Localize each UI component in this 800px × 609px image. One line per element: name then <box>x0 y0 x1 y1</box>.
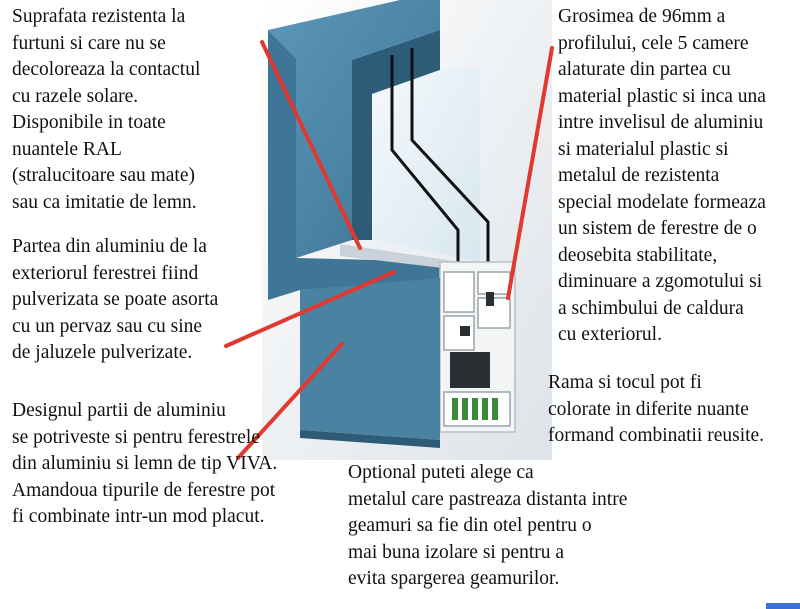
annotation-design: Designul partii de aluminiu se potriveste si pentru ferestrele din aluminiu si lemn de tip VIVA. Amandoua tipurile de ferestre pot fi combinate intr-un mod placut. <box>12 400 278 527</box>
annotation-optional-steel: Optional puteti alege ca metalul care pastreaza distanta intre geamuri sa fie din otel pentru o mai buna izolare si pentru a evita spargerea geamurilor. <box>348 462 628 589</box>
pvc-profile <box>440 262 515 432</box>
corner-tab <box>766 603 800 609</box>
annotation-thickness: Grosimea de 96mm a profilului, cele 5 camere alaturate din partea cu material plastic si inca una intre invelisul de aluminiu si materialul plastic si metalul de rezistenta special modelate formeaza un sistem de ferestre de o deosebita stabilitate, diminuare a zgomotului si a schimbului de caldura cu exteriorul. <box>558 6 766 345</box>
annotation-frame-color: Rama si tocul pot fi colorate in diferite nuante formand combinatii reusite. <box>548 372 765 446</box>
annotation-surface: Suprafata rezistenta la furtuni si care nu se decoloreaza la contactul cu razele solare. Disponibile in toate nuantele RAL (stralucitoare sau mate) sau ca imitatie de lemn. <box>12 6 201 213</box>
annotation-aluminium-exterior: Partea din aluminiu de la exteriorul ferestrei fiind pulverizata se poate asorta cu un pervaz sau cu sine de jaluzele pulverizate. <box>12 236 219 363</box>
glass-pane <box>372 68 480 262</box>
